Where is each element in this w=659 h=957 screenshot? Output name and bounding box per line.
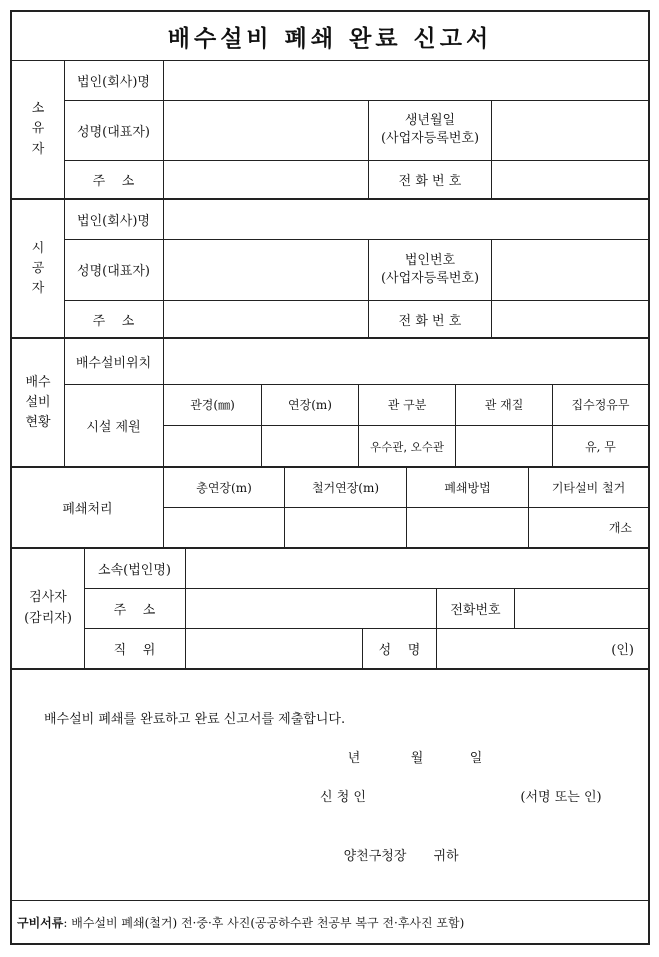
inspector-affiliation-label: 소속(법인명) (98, 563, 171, 578)
contractor-corp-name-label: 법인(회사)명 (77, 214, 150, 229)
closure-report-form (10, 10, 650, 945)
contractor-address-field[interactable] (164, 300, 368, 338)
owner-rep-name-label: 성명(대표자) (77, 124, 150, 140)
other-removal-count-field[interactable] (529, 508, 648, 547)
date-day-label: 일 (469, 750, 483, 766)
applicant-signature-field[interactable] (382, 782, 502, 808)
contractor-corp-name-field[interactable] (164, 200, 648, 239)
owner-address-label: 주 소 (92, 174, 135, 189)
pipe-material-field[interactable] (456, 426, 552, 467)
inspector-position-field[interactable] (186, 628, 362, 668)
inspector-section-label: 검사자 (감리자) (24, 590, 72, 626)
inspector-name-field[interactable] (437, 628, 648, 668)
column-header-other-removal: 기타설비 철거 (551, 481, 626, 495)
signature-note: (서명 또는 인) (520, 789, 602, 805)
contractor-phone-field[interactable] (492, 300, 648, 338)
contractor-rep-name-field[interactable] (164, 239, 368, 300)
total-length-field[interactable] (164, 508, 284, 547)
date-month-label: 월 (410, 750, 424, 766)
section-divider (12, 668, 648, 670)
column-header-removed-length: 철거연장(m) (311, 481, 380, 495)
attachments-note (17, 901, 645, 943)
date-year-label: 년 (347, 750, 361, 766)
attachments-text: : 배수설비 폐쇄(철거) 전·중·후 사진(공공하수관 천공부 복구 전·후사진 포함) (63, 915, 465, 930)
contractor-rep-name-label: 성명(대표자) (77, 264, 150, 279)
contractor-corp-no-label: 법인번호 (사업자등록번호) (380, 252, 480, 286)
owner-rep-name-field[interactable] (164, 100, 368, 160)
owner-birth-field[interactable] (492, 100, 648, 160)
addressee: 양천구청장 (343, 848, 407, 864)
owner-section-label: 소 유 자 (31, 101, 45, 157)
column-header-sump: 집수정유무 (571, 398, 630, 412)
pipe-diameter-field[interactable] (164, 426, 261, 467)
contractor-phone-label: 전 화 번 호 (398, 313, 462, 329)
attachments-label: 구비서류 (17, 915, 64, 930)
inspector-position-label: 직 위 (113, 642, 156, 658)
closure-label: 폐쇄처리 (62, 502, 113, 517)
facility-location-field[interactable] (164, 339, 648, 384)
column-header-pipe-diameter: 관경(㎜) (190, 398, 235, 412)
pipe-length-field[interactable] (262, 426, 358, 467)
declaration-statement: 배수설비 폐쇄를 완료하고 완료 신고서를 제출합니다. (44, 711, 346, 727)
facility-spec-label: 시설 제원 (86, 420, 141, 435)
facility-section-label: 배수 설비 현황 (25, 374, 51, 431)
column-header-closure-method: 폐쇄방법 (444, 481, 491, 495)
owner-phone-field[interactable] (492, 160, 648, 199)
closure-method-field[interactable] (407, 508, 528, 547)
owner-phone-label: 전 화 번 호 (398, 174, 462, 189)
pipe-type-options[interactable]: 우수관, 오수관 (370, 439, 444, 454)
column-header-pipe-length: 연장(m) (288, 398, 332, 412)
removed-length-field[interactable] (285, 508, 406, 547)
sump-options[interactable]: 유, 무 (585, 440, 616, 454)
owner-address-field[interactable] (164, 160, 368, 199)
inspector-affiliation-field[interactable] (186, 549, 648, 588)
inspector-address-field[interactable] (186, 588, 436, 628)
facility-location-label: 배수설비위치 (75, 356, 152, 371)
inspector-address-label: 주 소 (113, 602, 156, 618)
form-title: 배수설비 폐쇄 완료 신고서 (167, 24, 493, 52)
owner-birth-label: 생년월일 (사업자등록번호) (380, 113, 480, 146)
owner-corp-name-field[interactable] (164, 60, 648, 100)
seal-mark: (인) (611, 642, 634, 658)
inspector-phone-label: 전화번호 (450, 602, 501, 618)
owner-corp-name-label: 법인(회사)명 (77, 74, 150, 90)
column-header-total-length: 총연장(m) (196, 481, 252, 495)
inspector-name-label: 성 명 (378, 642, 421, 658)
column-header-pipe-material: 관 재질 (484, 398, 524, 412)
column-header-pipe-type: 관 구분 (387, 398, 427, 412)
addressee-honorific: 귀하 (433, 848, 459, 864)
contractor-corp-no-field[interactable] (492, 239, 648, 300)
applicant-label: 신 청 인 (320, 789, 366, 805)
contractor-address-label: 주 소 (92, 313, 135, 329)
count-unit: 개소 (608, 521, 632, 535)
contractor-section-label: 시 공 자 (31, 240, 45, 297)
inspector-phone-field[interactable] (515, 588, 648, 628)
